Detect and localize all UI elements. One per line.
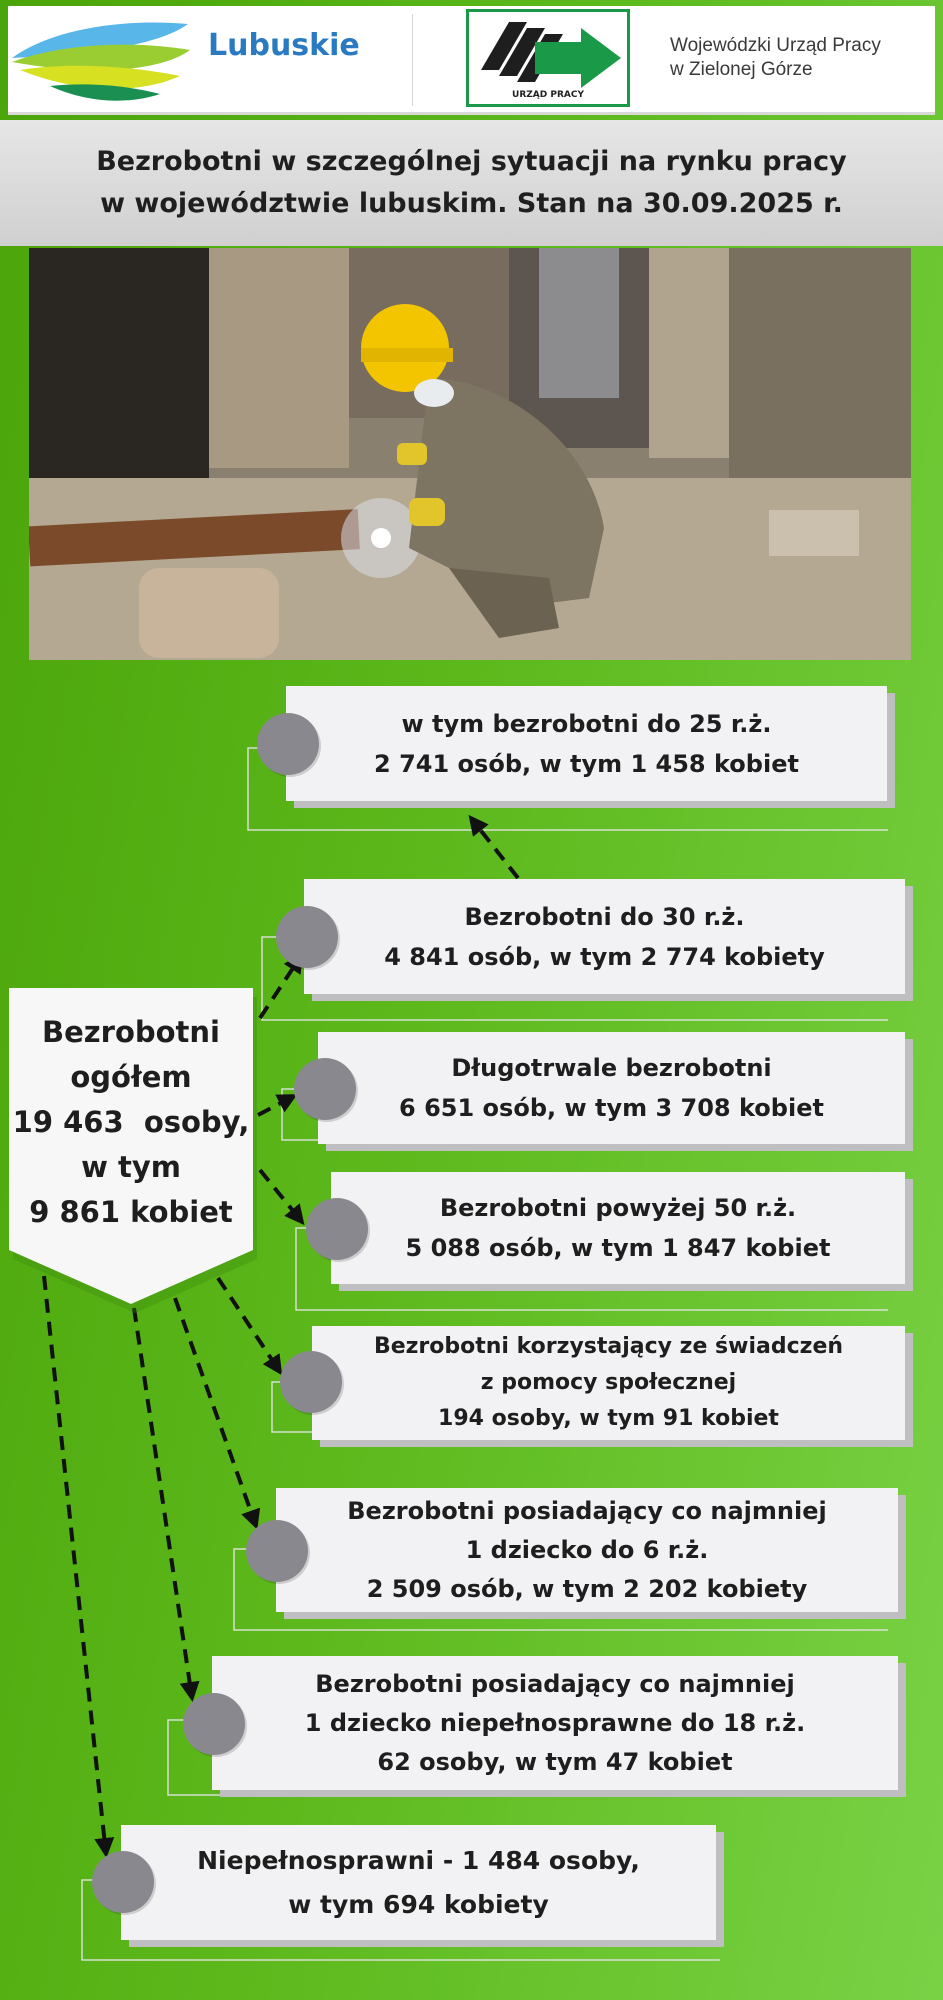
card-longterm	[318, 1032, 905, 1144]
bullet-disabled	[92, 1851, 154, 1913]
card-child6	[276, 1488, 898, 1612]
card-under30	[304, 879, 905, 994]
total-unemployed-text: Bezrobotni ogółem 19 463 osoby, w tym 9 861 kobiet	[12, 1015, 250, 1229]
card-under30-text: Bezrobotni do 30 r.ż. 4 841 osób, w tym 2 774 kobiety	[384, 902, 825, 971]
card-social	[312, 1326, 905, 1440]
office-name: Wojewódzki Urząd Pracy w Zielonej Górze	[670, 35, 881, 80]
card-under25-text: w tym bezrobotni do 25 r.ż. 2 741 osób, w tym 1 458 kobiet	[374, 709, 799, 778]
bullet-under30	[276, 906, 338, 968]
card-disabled	[121, 1825, 716, 1940]
card-under25	[286, 686, 887, 801]
bullet-childdisabled	[183, 1693, 245, 1755]
card-longterm-text: Długotrwale bezrobotni 6 651 osób, w tym 3 708 kobiet	[399, 1054, 824, 1122]
bullet-under25	[257, 713, 319, 775]
urzad-pracy-caption: URZĄD PRACY	[512, 90, 584, 100]
card-childdisabled	[212, 1656, 898, 1790]
page-title: Bezrobotni w szczególnej sytuacji na rynku pracy w województwie lubuskim. Stan na 30.09.2025 r.	[96, 146, 847, 219]
bullet-child6	[246, 1520, 308, 1582]
card-over50	[331, 1172, 905, 1284]
card-social-text: Bezrobotni korzystający ze świadczeń z pomocy społecznej 194 osoby, w tym 91 kobiet	[373, 1334, 844, 1431]
card-childdisabled-text: Bezrobotni posiadający co najmniej 1 dziecko niepełnosprawne do 18 r.ż. 62 osoby, w tym 47 kobiet	[304, 1669, 806, 1776]
card-child6-text: Bezrobotni posiadający co najmniej 1 dziecko do 6 r.ż. 2 509 osób, w tym 2 202 kobiety	[347, 1496, 827, 1603]
bullet-longterm	[294, 1058, 356, 1120]
card-over50-text: Bezrobotni powyżej 50 r.ż. 5 088 osób, w tym 1 847 kobiet	[405, 1194, 831, 1262]
lubuskie-logo-text: Lubuskie	[208, 28, 360, 63]
bullet-social	[280, 1351, 342, 1413]
card-disabled-text: Niepełnosprawni - 1 484 osoby, w tym 694 kobiety	[197, 1845, 640, 1919]
bullet-over50	[306, 1198, 368, 1260]
